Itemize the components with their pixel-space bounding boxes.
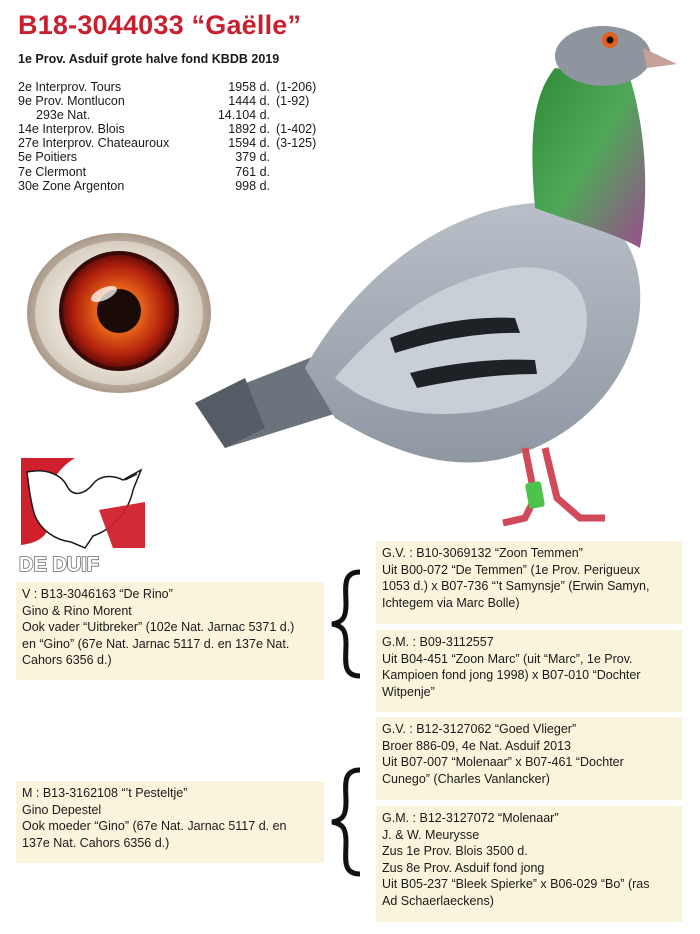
grandfather-line: Uit B07-007 “Molenaar” x B07-461 “Dochter [382,755,624,769]
pigeon-title: B18-3044033 “Gaëlle” [18,10,302,40]
grandfather-line: G.V. : B10-3069132 “Zoon Temmen” [382,546,583,560]
grandfather-line: 1053 d.) x B07-736 “’t Samynsje” (Erwin Samyn, [382,579,650,593]
de-duif-logo [15,450,150,575]
mother-line: M : B13-3162108 “’t Pesteltje” [22,786,188,800]
pigeon-subtitle: 1e Prov. Asduif grote halve fond KBDB 2019 [18,52,280,66]
result-distance: 379 d. [235,150,270,165]
result-note: (3-125) [276,136,317,151]
result-place: 2e Interprov. Tours [18,80,122,94]
mother-line: Ook moeder “Gino” (67e Nat. Jarnac 5117 d. en [22,819,287,833]
grandmother-line: Witpenje” [382,684,435,699]
result-distance: 761 d. [235,164,270,179]
result-place: 27e Interprov. Chateauroux [18,136,170,151]
pedigree-father-father [376,541,682,624]
mother-line: 137e Nat. Cahors 6356 d.) [22,835,170,850]
father-line: Gino & Rino Morent [22,603,132,618]
pedigree-mother-father [376,717,682,800]
result-distance: 1958 d. [228,80,270,94]
logo-text: DE DUIF [19,554,99,575]
father-line: V : B13-3046163 “De Rino” [22,587,173,601]
brace-mother [326,766,364,878]
father-line: Cahors 6356 d.) [22,653,112,667]
result-place: 293e Nat. [36,108,91,123]
grandmother-line: Zus 1e Prov. Blois 3500 d. [382,844,528,858]
grandfather-line: Broer 886-09, 4e Nat. Asduif 2013 [382,738,572,753]
pigeon-photo [185,18,690,533]
result-distance: 14.104 d. [217,108,270,123]
father-line: Ook vader “Uitbreker” (102e Nat. Jarnac 5371 d.) [22,620,295,634]
grandfather-line: Cunego” (Charles Vanlancker) [382,771,550,786]
grandmother-line: Kampioen fond jong 1998) x B07-010 “Dochter [382,668,641,682]
grandmother-line: Zus 8e Prov. Asduif fond jong [382,860,545,875]
grandfather-line: Uit B00-072 “De Temmen” (1e Prov. Perigueux [382,562,640,577]
grandmother-line: J. & W. Meurysse [382,827,480,842]
brace-father [326,568,364,680]
grandmother-line: G.M. : B12-3127072 “Molenaar” [382,811,559,825]
result-distance: 1594 d. [228,136,270,151]
father-line: en “Gino” (67e Nat. Jarnac 5117 d. en 137e Nat. [22,636,290,651]
result-distance: 1444 d. [228,94,270,109]
pedigree-father [16,582,324,680]
pedigree-father-mother [376,630,682,712]
result-place: 5e Poitiers [18,150,78,165]
result-place: 7e Clermont [18,164,87,179]
grandmother-line: Uit B05-237 “Bleek Spierke” x B06-029 “Bo” (ras [382,877,650,891]
result-note: (1-206) [276,80,317,94]
pedigree-mother [16,781,324,863]
result-distance: 1892 d. [228,122,270,137]
result-place: 30e Zone Argenton [18,178,125,193]
result-distance: 998 d. [235,178,270,193]
grandfather-line: G.V. : B12-3127062 “Goed Vlieger” [382,722,577,736]
grandmother-line: G.M. : B09-3112557 [382,635,494,649]
grandmother-line: Uit B04-451 “Zoon Marc” (uit “Marc”, 1e Prov. [382,651,633,666]
grandfather-line: Ichtegem via Marc Bolle) [382,595,520,610]
result-place: 9e Prov. Montlucon [18,94,125,109]
pedigree-mother-mother [376,806,682,922]
mother-line: Gino Depestel [22,802,102,817]
result-place: 14e Interprov. Blois [18,122,125,137]
result-note: (1-402) [276,122,317,137]
result-note: (1-92) [276,94,310,109]
grandmother-line: Ad Schaerlaeckens) [382,893,494,908]
